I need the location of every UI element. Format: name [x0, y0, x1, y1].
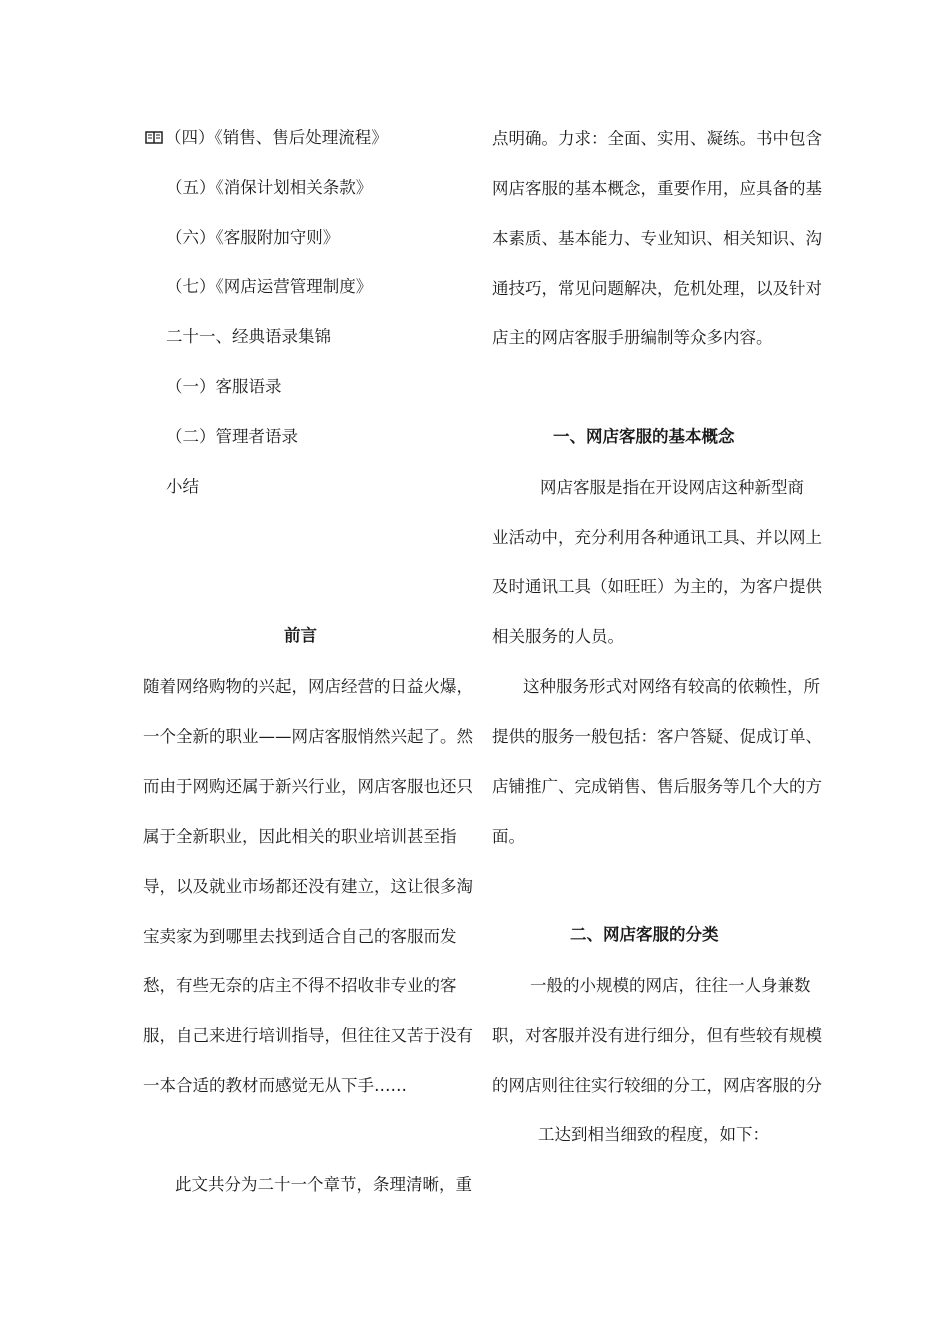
toc-item-4-line — [145, 127, 388, 149]
section1-line: 相关服务的人员。 — [492, 627, 624, 646]
toc-item: 二十一、经典语录集锦 — [166, 327, 331, 346]
preface-title: 前言 — [284, 626, 317, 645]
section1-line: 网店客服是指在开设网店这种新型商 — [540, 478, 804, 497]
preface-line: 宝卖家为到哪里去找到适合自己的客服而发 — [143, 927, 457, 946]
section1-line: 店铺推广、完成销售、售后服务等几个大的方 — [492, 777, 822, 796]
section1-line: 及时通讯工具（如旺旺）为主的，为客户提供 — [492, 577, 822, 596]
toc-item: （五）《消保计划相关条款》 — [166, 178, 373, 197]
preface-line: 店主的网店客服手册编制等众多内容。 — [492, 328, 773, 347]
toc-item-text: （四）《销售、售后处理流程》 — [165, 128, 388, 147]
section2-line: 工达到相当细致的程度，如下： — [538, 1125, 769, 1144]
section1-line: 面。 — [492, 827, 525, 846]
book-icon — [145, 129, 163, 144]
preface-line: 通技巧，常见问题解决，危机处理，以及针对 — [492, 279, 822, 298]
toc-item: 小结 — [166, 477, 199, 496]
toc-item: （六）《客服附加守则》 — [166, 228, 340, 247]
toc-item: （一）客服语录 — [166, 377, 282, 396]
preface-line: 服，自己来进行培训指导，但往往又苦于没有 — [143, 1026, 473, 1045]
preface-line: 愁，有些无奈的店主不得不招收非专业的客 — [143, 976, 457, 995]
preface-line: 本素质、基本能力、专业知识、相关知识、沟 — [492, 229, 822, 248]
preface-line: 随着网络购物的兴起，网店经营的日益火爆， — [143, 677, 473, 696]
preface-line: 一个全新的职业——网店客服悄然兴起了。然 — [143, 727, 473, 746]
section2-line: 职，对客服并没有进行细分，但有些较有规模 — [492, 1026, 822, 1045]
section1-line: 业活动中，充分利用各种通讯工具、并以网上 — [492, 528, 822, 547]
preface-line: 导，以及就业市场都还没有建立，这让很多淘 — [143, 877, 473, 896]
preface-line: 此文共分为二十一个章节，条理清晰，重 — [175, 1175, 472, 1194]
toc-item: （七）《网店运营管理制度》 — [166, 277, 373, 296]
preface-line: 属于全新职业，因此相关的职业培训甚至指 — [143, 827, 457, 846]
preface-line: 而由于网购还属于新兴行业，网店客服也还只 — [143, 777, 473, 796]
section1-line: 提供的服务一般包括：客户答疑、促成订单、 — [492, 727, 822, 746]
preface-line: 点明确。力求：全面、实用、凝练。书中包含 — [492, 129, 822, 148]
toc-item: （二）管理者语录 — [166, 427, 298, 446]
section2-title: 二、网店客服的分类 — [570, 925, 719, 944]
section2-line: 的网店则往往实行较细的分工，网店客服的分 — [492, 1076, 822, 1095]
section2-line: 一般的小规模的网店，往往一人身兼数 — [530, 976, 811, 995]
preface-line: 一本合适的教材而感觉无从下手…… — [143, 1076, 407, 1095]
preface-line: 网店客服的基本概念，重要作用，应具备的基 — [492, 179, 822, 198]
section1-line: 这种服务形式对网络有较高的依赖性，所 — [523, 677, 820, 696]
section1-title: 一、网店客服的基本概念 — [553, 427, 735, 446]
